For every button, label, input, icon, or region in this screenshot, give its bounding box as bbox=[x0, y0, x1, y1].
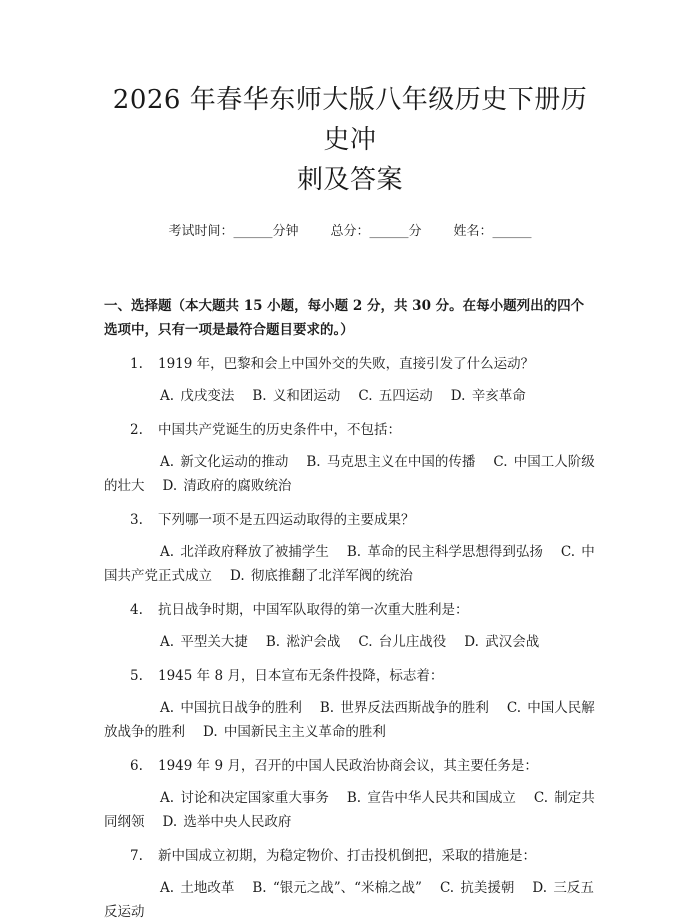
question-options bbox=[104, 630, 596, 654]
question-text: 1945 年 8 月，日本宣布无条件投降，标志着： bbox=[158, 668, 444, 684]
option-b: B. 淞沪会战 bbox=[265, 634, 341, 650]
question-number: 7. bbox=[130, 848, 143, 864]
question-number: 5. bbox=[130, 668, 143, 684]
option-c: C. 制定共同纲领 bbox=[104, 790, 595, 830]
option-c: C. 五四运动 bbox=[358, 388, 433, 404]
question-options bbox=[104, 876, 596, 924]
option-a: A. 讨论和决定国家重大事务 bbox=[160, 790, 329, 806]
question-item bbox=[104, 354, 596, 408]
option-a: A. 戊戌变法 bbox=[160, 388, 235, 404]
option-b: B. 马克思主义在中国的传播 bbox=[306, 454, 476, 470]
question-options bbox=[104, 384, 596, 408]
question-options bbox=[104, 696, 596, 744]
question-stem bbox=[104, 666, 596, 686]
question-text: 下列哪一项不是五四运动取得的主要成果？ bbox=[158, 512, 415, 528]
student-name-field: 姓名：______ bbox=[453, 224, 532, 239]
option-c: C. 抗美援朝 bbox=[439, 880, 515, 896]
option-d: D. 选举中央人民政府 bbox=[162, 814, 292, 830]
option-b: B. 世界反法西斯战争的胜利 bbox=[319, 700, 489, 716]
option-d: D. 中国新民主主义革命的胜利 bbox=[203, 724, 386, 740]
option-b: B. 革命的民主科学思想得到弘扬 bbox=[346, 544, 543, 560]
question-text: 新中国成立初期，为稳定物价、打击投机倒把，采取的措施是： bbox=[158, 848, 536, 864]
question-text: 1919 年，巴黎和会上中国外交的失败，直接引发了什么运动？ bbox=[158, 356, 535, 372]
question-number: 3. bbox=[130, 512, 143, 528]
option-a: A. 土地改革 bbox=[160, 880, 235, 896]
document-title bbox=[104, 80, 596, 200]
question-stem bbox=[104, 600, 596, 620]
option-d: D. 辛亥革命 bbox=[450, 388, 526, 404]
option-b: B. 义和团运动 bbox=[252, 388, 341, 404]
option-d: D. 清政府的腐败统治 bbox=[162, 478, 292, 494]
question-number: 2. bbox=[130, 422, 143, 438]
question-stem bbox=[104, 756, 596, 776]
option-c: C. 中国工人阶级的壮大 bbox=[104, 454, 595, 494]
question-list bbox=[104, 354, 596, 924]
option-d: D. 武汉会战 bbox=[464, 634, 540, 650]
option-a: A. 新文化运动的推动 bbox=[160, 454, 289, 470]
question-item bbox=[104, 600, 596, 654]
option-a: A. 平型关大捷 bbox=[160, 634, 248, 650]
question-number: 6. bbox=[130, 758, 143, 774]
question-item bbox=[104, 510, 596, 588]
option-a: A. 北洋政府释放了被捕学生 bbox=[160, 544, 329, 560]
exam-score-field: 总分：______分 bbox=[330, 224, 422, 239]
question-item bbox=[104, 666, 596, 744]
question-number: 4. bbox=[130, 602, 143, 618]
option-d: D. 三反五反运动 bbox=[104, 880, 594, 920]
question-item bbox=[104, 756, 596, 834]
question-stem bbox=[104, 420, 596, 440]
exam-meta bbox=[104, 222, 596, 242]
question-text: 抗日战争时期，中国军队取得的第一次重大胜利是： bbox=[158, 602, 469, 618]
question-text: 中国共产党诞生的历史条件中，不包括： bbox=[158, 422, 401, 438]
title-line-1: 2026 年春华东师大版八年级历史下册历史冲 bbox=[112, 85, 588, 155]
section-heading: 一、选择题（本大题共 15 小题，每小题 2 分，共 30 分。在每小题列出的四个选项中，只有一项是最符合题目要求的。） bbox=[104, 298, 585, 338]
question-stem bbox=[104, 354, 596, 374]
question-options bbox=[104, 540, 596, 588]
question-item bbox=[104, 846, 596, 924]
exam-time-field: 考试时间：______分钟 bbox=[168, 224, 299, 239]
question-options bbox=[104, 786, 596, 834]
question-options bbox=[104, 450, 596, 498]
option-b: B. 宣告中华人民共和国成立 bbox=[346, 790, 516, 806]
option-b: B. “银元之战”、“米棉之战” bbox=[252, 880, 422, 896]
question-number: 1. bbox=[130, 356, 143, 372]
question-stem bbox=[104, 510, 596, 530]
option-a: A. 中国抗日战争的胜利 bbox=[160, 700, 302, 716]
option-c: C. 台儿庄战役 bbox=[358, 634, 447, 650]
option-c: C. 中国共产党正式成立 bbox=[104, 544, 595, 584]
question-item bbox=[104, 420, 596, 498]
question-stem bbox=[104, 846, 596, 866]
title-line-2: 刺及答案 bbox=[296, 165, 403, 195]
option-d: D. 彻底推翻了北洋军阀的统治 bbox=[230, 568, 413, 584]
question-text: 1949 年 9 月，召开的中国人民政治协商会议，其主要任务是： bbox=[158, 758, 538, 774]
option-c: C. 中国人民解放战争的胜利 bbox=[104, 700, 595, 740]
